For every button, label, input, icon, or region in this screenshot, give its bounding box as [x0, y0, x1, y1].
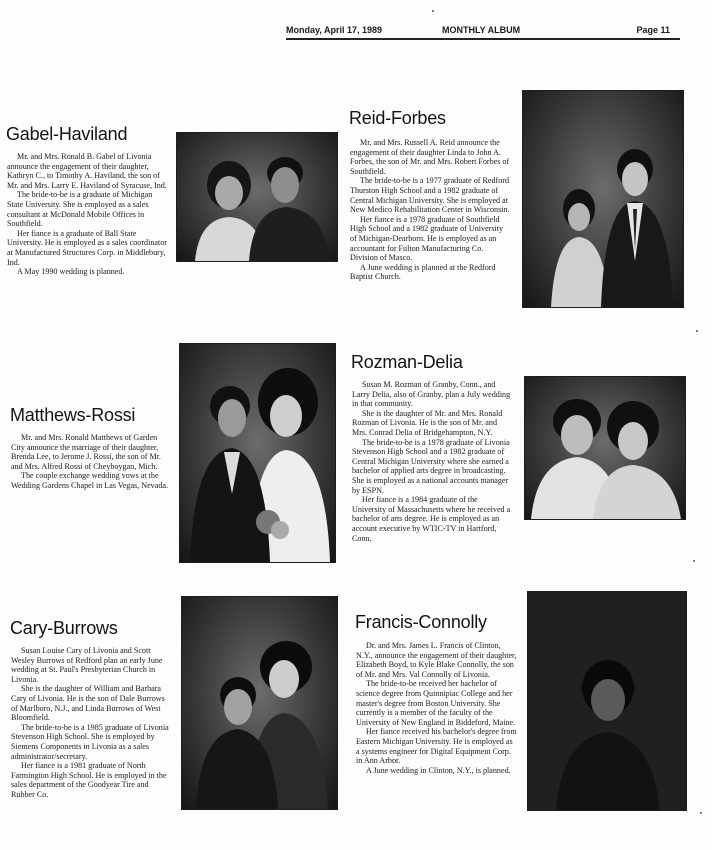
paragraph: She is the daughter of William and Barbara Cary of Livonia. He is the son of Dale Burrows of Marlboro, N.J., and Linda Burrows of West Bloomfield. — [11, 684, 165, 723]
scan-speck — [693, 560, 695, 562]
portrait-photo — [527, 591, 687, 811]
paragraph: She is the daughter of Mr. and Mrs. Ronald Rozman of Livonia. He is the son of Mr. and Mrs. Conrad Delia of Bridgehampton, N.Y. — [352, 408, 503, 437]
announcement-text — [11, 433, 169, 491]
issue-date: Monday, April 17, 1989 — [286, 25, 383, 35]
scan-speck — [432, 10, 434, 12]
paragraph: The bride-to-be is a 1977 graduate of Redford Thurston High School and a 1982 graduate of Central Michigan University. She is employed at New Medico Rehabilitation Center in Wisconsin. — [350, 176, 510, 215]
publication-title: MONTHLY ALBUM — [442, 25, 521, 35]
announcement-heading: Reid-Forbes — [349, 108, 446, 128]
paragraph: The bride-to-be is a 1978 graduate of Livonia Stevenson High School and a 1982 graduate of Central Michigan University where she earned a bachelor of applied arts degree in broadcasting. She is employed as a national accounts manager by ESPN. — [352, 437, 510, 495]
paragraph: The bride-to-be is a 1985 graduate of Livonia Stevenson High School. She is employed by Siemens Components in Livonia as a sales administrator/secretary. — [11, 722, 169, 761]
announcement-heading: Matthews-Rossi — [10, 405, 136, 425]
paragraph: Mr. and Mrs. Russell A. Reid announce the engagement of their daughter Linda to John A. Forbes, the son of Mr. and Mrs. Robert Forbes of Southfield. — [350, 138, 510, 176]
paragraph: Mr. and Mrs. Ronald B. Gabel of Livonia announce the engagement of their daughter, Kathryn C., to Timothy A. Haviland, the son of Mr. and Mrs. Larry E. Haviland of Syracuse, Ind. — [7, 152, 167, 190]
scan-speck — [700, 812, 702, 814]
wedding-photo — [179, 343, 336, 563]
paragraph: A June wedding in Clinton, N.Y., is planned. — [366, 765, 511, 775]
paragraph: Susan M. Rozman of Granby, Conn., and Larry Delia, also of Granby, plan a July wedding in that community. — [352, 380, 511, 409]
paragraph: Mr. and Mrs. Ronald Matthews of Garden City announce the marriage of their daughter, Brenda Lee, to Jerome J. Rossi, the son of Mr. and Mrs. Alfred Rossi of Cheyboygan, Mich. — [11, 433, 161, 471]
paragraph: Her fiance is a 1981 graduate of North Farmington High School. He is employed in the sales department of the Goodyear Tire and Rubber Co. — [11, 761, 167, 799]
paragraph: Her fiance is a 1984 graduate of the University of Massachusetts where he received a bachelor of arts degree. He is employed as an account executive by WTIC-TV in Hartford, Conn. — [352, 495, 511, 543]
announcement-heading: Cary-Burrows — [10, 618, 118, 638]
couple-photo — [522, 90, 684, 308]
announcement-heading: Rozman-Delia — [351, 352, 463, 372]
paragraph: Her fiance is a graduate of Ball State University. He is employed as a sales coordinator at Manufactured Structures Corp. in Middlebury, Ind. — [7, 228, 167, 267]
announcement-heading: Francis-Connolly — [355, 612, 487, 632]
announcement-text — [350, 138, 510, 282]
paragraph: The bride-to-be is a graduate of Michigan State University. She is employed as a sales consultant at McDonald Mobile Offices in Southfield. — [7, 190, 153, 229]
paragraph: The couple exchange wedding vows at the Wedding Gardens Chapel in Las Vegas, Nevada. — [11, 471, 168, 490]
couple-silhouette — [177, 133, 337, 261]
paragraph: Her fiance is a 1978 graduate of Southfield High School and a 1982 graduate of University of Michigan-Dearborn. He is employed as an accountant for Fulton Manufacturing Co. Division of Masco. — [350, 214, 504, 263]
announcement-text — [11, 646, 169, 800]
paragraph: Dr. and Mrs. James L. Francis of Clinton, N.Y., announce the engagement of their daughter, Elizabeth Boyd, to Kyle Blake Connolly, the son of Mr. and Mrs. Val Connolly of Livonia. — [356, 641, 517, 679]
announcement-text — [356, 641, 518, 775]
announcement-text — [352, 380, 512, 543]
couple-silhouette — [525, 377, 685, 519]
scan-speck — [696, 330, 698, 332]
page-header — [286, 24, 680, 40]
couple-silhouette — [523, 91, 683, 307]
person-silhouette — [528, 592, 686, 810]
paragraph: A June wedding is planned at the Redford Baptist Church. — [350, 262, 496, 282]
announcement-heading: Gabel-Haviland — [6, 124, 128, 144]
paragraph: The bride-to-be received her bachelor of science degree from Quinnipiac College and her master's degree from Boston University. She currently is a member of the faculty of the University of New England in Biddeford, Maine. — [356, 679, 516, 727]
paragraph: Her fiance received his bachelor's degree from Eastern Michigan University. He is employed as a systems engineer for Digital Equipment Corp. in Ann Arbor. — [356, 727, 517, 766]
couple-silhouette — [180, 344, 335, 562]
couple-photo — [524, 376, 686, 520]
paragraph: A May 1990 wedding is planned. — [17, 267, 125, 277]
announcement-text — [7, 152, 167, 277]
page-number: Page 11 — [636, 25, 670, 35]
couple-silhouette — [182, 597, 337, 809]
paragraph: Susan Louise Cary of Livonia and Scott Wesley Burrows of Redford plan an early June wedding at St. Paul's Presbyterian Church in Livonia. — [11, 646, 163, 684]
couple-photo — [176, 132, 338, 262]
couple-photo — [181, 596, 338, 810]
